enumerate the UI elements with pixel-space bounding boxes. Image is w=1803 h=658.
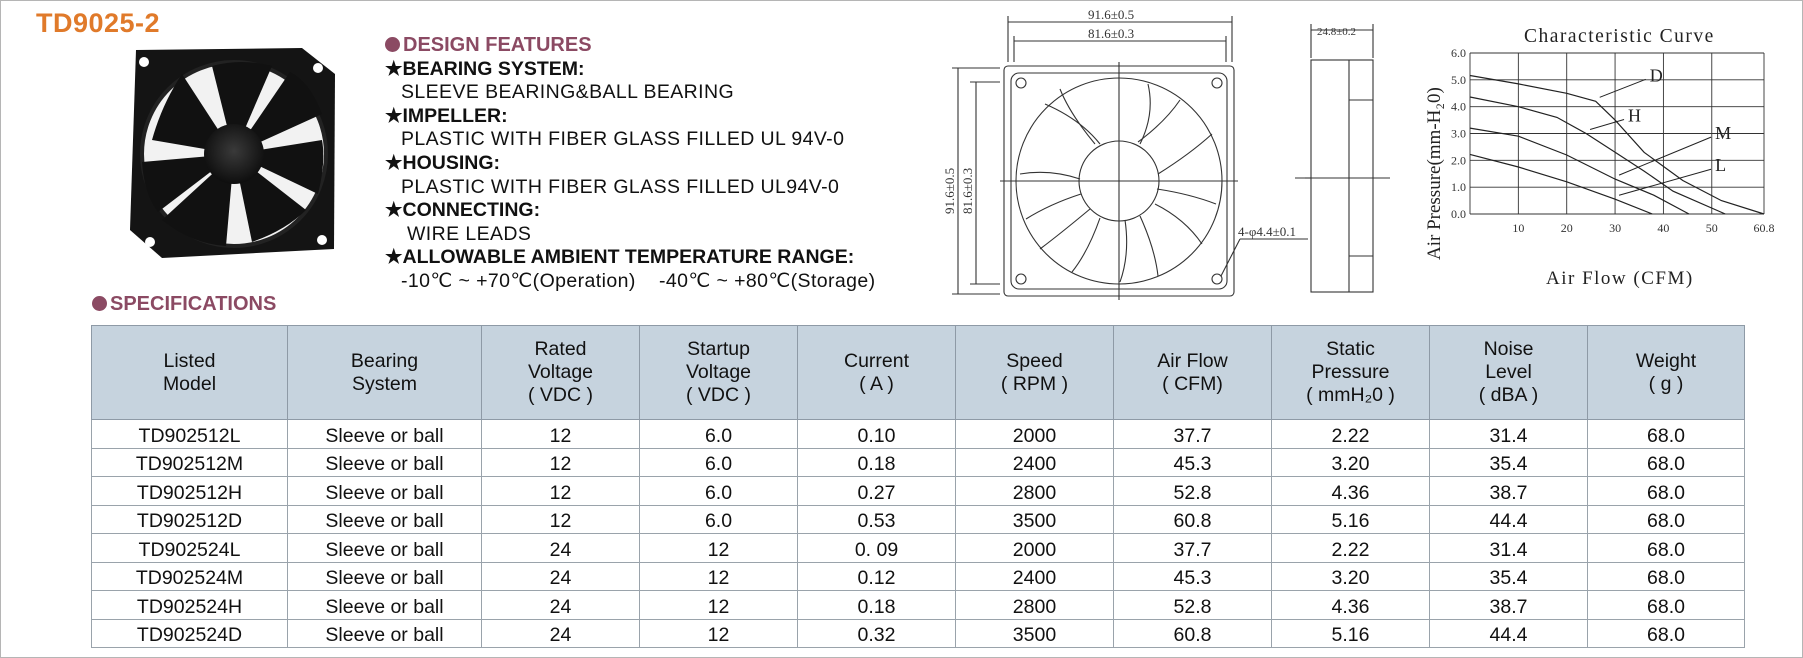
feature-value: WIRE LEADS: [407, 222, 532, 245]
dim-depth: 24.8±0.2: [1317, 26, 1357, 38]
column-header-line: ( CFM): [1162, 372, 1223, 395]
chart-title: Characteristic Curve: [1524, 26, 1715, 47]
table-cell: 0.12: [798, 562, 956, 591]
column-header-line: ( RPM ): [1000, 372, 1069, 395]
table-cell: 52.8: [1114, 591, 1272, 620]
table-header-row: [92, 326, 1745, 420]
feature-value: -10℃ ~ +70℃(Operation) -40℃ ~ +80℃(Storage): [401, 269, 876, 292]
table-cell: 31.4: [1430, 534, 1588, 563]
feature-label: ★HOUSING:: [385, 151, 500, 174]
column-header-line: Noise: [1483, 338, 1534, 360]
column-header: [1114, 326, 1272, 420]
table-row: [92, 477, 1745, 506]
column-header-line: ( VDC ): [686, 384, 751, 406]
x-tick-label: 10: [1512, 221, 1525, 235]
y-tick-label: 5.0: [1451, 72, 1466, 87]
table-cell: 60.8: [1114, 619, 1272, 648]
series-line-D: [1470, 76, 1764, 215]
fan-product-photo: [122, 44, 347, 266]
table-cell: Sleeve or ball: [288, 591, 482, 620]
x-tick-label: 40: [1657, 221, 1670, 235]
column-header-line: ( mmH₂0 ): [1306, 384, 1395, 406]
feature-value: PLASTIC WITH FIBER GLASS FILLED UL94V-0: [401, 175, 840, 198]
column-header: [640, 326, 798, 420]
column-header-line: ( g ): [1648, 372, 1684, 395]
column-header-line: System: [351, 372, 417, 395]
series-line-M: [1470, 128, 1689, 214]
column-header-line: Level: [1485, 361, 1532, 383]
table-cell: TD902512M: [92, 448, 288, 477]
table-cell: 68.0: [1588, 534, 1745, 563]
feature-value: SLEEVE BEARING&BALL BEARING: [401, 81, 735, 104]
bullet-dot-icon: [385, 37, 400, 52]
table-cell: TD902512H: [92, 477, 288, 506]
table-cell: 2800: [956, 591, 1114, 620]
column-header-line: Model: [162, 372, 217, 395]
column-header-line: Startup: [687, 338, 750, 360]
table-cell: TD902524H: [92, 591, 288, 620]
table-row: [92, 591, 1745, 620]
table-cell: 68.0: [1588, 591, 1745, 620]
x-tick-label: 20: [1560, 221, 1573, 235]
column-header-line: Current: [843, 349, 910, 372]
table-cell: 5.16: [1272, 505, 1430, 534]
y-tick-label: 0.0: [1451, 207, 1466, 221]
feature-label: ★CONNECTING:: [385, 199, 541, 222]
y-tick-label: 1.0: [1451, 180, 1466, 195]
y-tick-label: 2.0: [1451, 153, 1466, 168]
series-label-H: H: [1628, 105, 1642, 126]
column-header-line: Bearing: [350, 349, 419, 372]
table-cell: 12: [640, 619, 798, 648]
table-cell: 2800: [956, 477, 1114, 506]
dim-mount-hole: 4-φ4.4±0.1: [1238, 224, 1296, 239]
chart-series: [1470, 65, 1764, 214]
table-row: [92, 420, 1745, 449]
series-leader-line: [1619, 169, 1711, 195]
y-tick-label: 4.0: [1451, 99, 1466, 114]
column-header: [288, 326, 482, 420]
table-cell: 52.8: [1114, 477, 1272, 506]
table-row: [92, 534, 1745, 563]
table-cell: 0. 09: [798, 534, 956, 563]
table-row: [92, 619, 1745, 648]
table-cell: 2000: [956, 420, 1114, 449]
table-body: [92, 420, 1745, 648]
table-cell: 0.53: [798, 505, 956, 534]
table-cell: 37.7: [1114, 534, 1272, 563]
table-cell: 12: [640, 562, 798, 591]
specifications-heading: SPECIFICATIONS: [92, 293, 276, 316]
table-cell: TD902512L: [92, 420, 288, 449]
table-cell: 12: [640, 534, 798, 563]
characteristic-curve-chart: [1418, 20, 1803, 300]
table-cell: 24: [482, 562, 640, 591]
table-cell: 24: [482, 619, 640, 648]
table-cell: 6.0: [640, 477, 798, 506]
bullet-dot-icon: [92, 296, 107, 311]
table-cell: Sleeve or ball: [288, 534, 482, 563]
series-leader-line: [1600, 79, 1646, 97]
table-cell: 60.8: [1114, 505, 1272, 534]
feature-label: ★ALLOWABLE AMBIENT TEMPERATURE RANGE:: [385, 246, 855, 269]
table-cell: 3.20: [1272, 448, 1430, 477]
chart-xlabel: Air Flow (CFM): [1546, 268, 1694, 289]
table-cell: Sleeve or ball: [288, 505, 482, 534]
column-header-line: Voltage: [685, 361, 752, 383]
table-cell: Sleeve or ball: [288, 619, 482, 648]
dim-inner-width: 81.6±0.3: [1088, 26, 1135, 41]
table-cell: 38.7: [1430, 477, 1588, 506]
table-cell: 12: [640, 591, 798, 620]
table-cell: 3500: [956, 505, 1114, 534]
feature-label: ★IMPELLER:: [385, 104, 508, 127]
column-header-line: Static: [1326, 338, 1375, 360]
table-row: [92, 448, 1745, 477]
table-row: [92, 562, 1745, 591]
column-header: [1430, 326, 1588, 420]
model-title: TD9025-2: [36, 8, 161, 38]
table-cell: 2000: [956, 534, 1114, 563]
series-label-D: D: [1649, 65, 1663, 86]
column-header: [1588, 326, 1745, 420]
table-cell: 68.0: [1588, 448, 1745, 477]
table-cell: 5.16: [1272, 619, 1430, 648]
table-cell: 0.32: [798, 619, 956, 648]
column-header: [92, 326, 288, 420]
column-header-line: ( A ): [859, 372, 894, 395]
table-cell: 35.4: [1430, 562, 1588, 591]
table-cell: 44.4: [1430, 619, 1588, 648]
table-cell: 4.36: [1272, 591, 1430, 620]
table-cell: 68.0: [1588, 562, 1745, 591]
table-cell: 12: [482, 448, 640, 477]
table-cell: 0.27: [798, 477, 956, 506]
table-cell: TD902512D: [92, 505, 288, 534]
table-cell: 24: [482, 591, 640, 620]
column-header: [482, 326, 640, 420]
table-cell: 4.36: [1272, 477, 1430, 506]
table-cell: 3500: [956, 619, 1114, 648]
table-cell: 68.0: [1588, 477, 1745, 506]
dim-inner-height: 81.6±0.3: [960, 167, 975, 214]
table-cell: 35.4: [1430, 448, 1588, 477]
design-features: [385, 34, 876, 294]
table-cell: 2400: [956, 448, 1114, 477]
series-line-H: [1470, 97, 1725, 214]
table-cell: 45.3: [1114, 448, 1272, 477]
column-header-line: Listed: [163, 349, 216, 372]
table-cell: 0.18: [798, 448, 956, 477]
table-cell: 44.4: [1430, 505, 1588, 534]
table-cell: 24: [482, 534, 640, 563]
table-cell: 37.7: [1114, 420, 1272, 449]
column-header-line: Speed: [1006, 349, 1063, 372]
table-cell: 6.0: [640, 420, 798, 449]
column-header-line: ( dBA ): [1478, 384, 1539, 406]
column-header: [1272, 326, 1430, 420]
x-tick-label: 30: [1609, 221, 1622, 235]
table-cell: 12: [482, 505, 640, 534]
table-cell: 31.4: [1430, 420, 1588, 449]
table-cell: 68.0: [1588, 420, 1745, 449]
specifications-table: [91, 325, 1745, 648]
dim-outer-width: 91.6±0.5: [1088, 7, 1135, 22]
dim-outer-height: 91.6±0.5: [942, 167, 957, 214]
table-cell: 0.10: [798, 420, 956, 449]
series-leader-line: [1619, 137, 1711, 175]
table-cell: 38.7: [1430, 591, 1588, 620]
table-cell: 3.20: [1272, 562, 1430, 591]
table-cell: Sleeve or ball: [288, 420, 482, 449]
column-header-line: Rated: [534, 338, 587, 360]
table-cell: Sleeve or ball: [288, 562, 482, 591]
column-header-line: Pressure: [1311, 361, 1390, 383]
table-cell: TD902524L: [92, 534, 288, 563]
series-label-M: M: [1715, 123, 1732, 144]
table-cell: 2400: [956, 562, 1114, 591]
y-tick-label: 6.0: [1451, 46, 1466, 60]
column-header: [956, 326, 1114, 420]
table-cell: 12: [482, 420, 640, 449]
table-cell: 12: [482, 477, 640, 506]
table-cell: 6.0: [640, 505, 798, 534]
column-header-line: ( VDC ): [528, 384, 593, 406]
x-tick-label: 50: [1705, 221, 1718, 235]
column-header-line: Air Flow: [1157, 349, 1228, 372]
table-cell: TD902524D: [92, 619, 288, 648]
table-cell: Sleeve or ball: [288, 477, 482, 506]
design-features-heading: DESIGN FEATURES: [385, 34, 876, 58]
table-cell: TD902524M: [92, 562, 288, 591]
table-cell: 68.0: [1588, 619, 1745, 648]
table-cell: Sleeve or ball: [288, 448, 482, 477]
series-label-L: L: [1715, 155, 1727, 176]
series-line-L: [1470, 154, 1652, 214]
front-view-drawing: [940, 4, 1296, 304]
chart-ylabel: Air Pressure(mm-H₂0): [1424, 87, 1445, 260]
side-view-drawing: [1295, 20, 1390, 300]
table-cell: 68.0: [1588, 505, 1745, 534]
column-header-line: Weight: [1635, 349, 1697, 372]
table-cell: 6.0: [640, 448, 798, 477]
table-cell: 45.3: [1114, 562, 1272, 591]
table-cell: 0.18: [798, 591, 956, 620]
feature-value: PLASTIC WITH FIBER GLASS FILLED UL 94V-0: [401, 128, 845, 151]
x-tick-label: 60.8: [1753, 221, 1775, 235]
table-row: [92, 505, 1745, 534]
table-cell: 2.22: [1272, 420, 1430, 449]
y-tick-label: 3.0: [1451, 126, 1466, 141]
table-cell: 2.22: [1272, 534, 1430, 563]
column-header-line: Voltage: [527, 361, 594, 383]
column-header: [798, 326, 956, 420]
feature-label: ★BEARING SYSTEM:: [385, 57, 585, 80]
